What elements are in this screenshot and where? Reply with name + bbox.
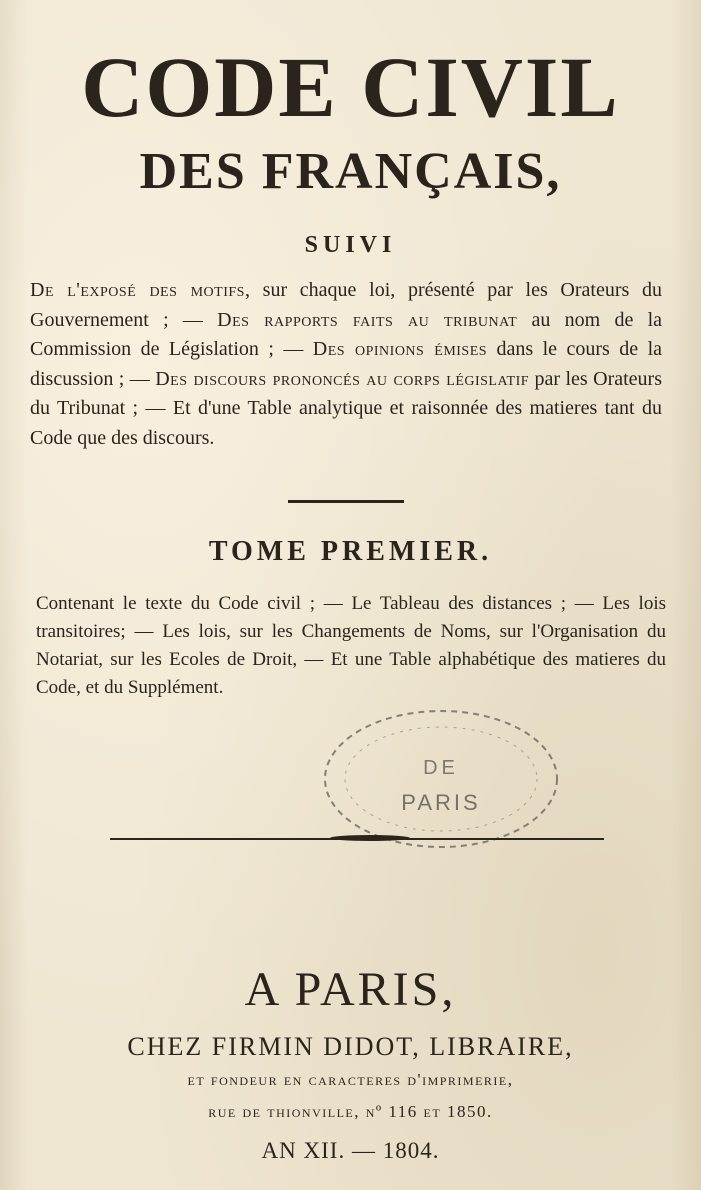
volume-title: TOME PREMIER. — [208, 536, 493, 567]
imprint-trade: et fondeur en caracteres d'imprimerie, — [187, 1070, 514, 1089]
ornamental-rule — [110, 838, 604, 840]
divider-rule — [288, 500, 404, 503]
stamp-text-paris: PARIS — [401, 790, 481, 815]
stamp-outer-ring — [325, 711, 557, 847]
title-line-2: DES FRANÇAIS, — [139, 143, 562, 200]
desc-part-4: au nom de la Commission de Législation ; — — [30, 308, 663, 360]
description-paragraph — [30, 276, 662, 453]
imprint-publisher: CHEZ FIRMIN DIDOT, LIBRAIRE, — [127, 1032, 574, 1061]
imprint-city: A PARIS, — [244, 963, 457, 1016]
subtitle-suivi: SUIVI — [304, 232, 397, 258]
desc-part-1: De l'exposé des motifs — [30, 279, 245, 301]
imprint-date: AN XII. — 1804. — [261, 1138, 440, 1163]
desc-part-2: , sur chaque loi, présenté par les Orateurs du Gouvernement ; — — [30, 279, 662, 331]
desc-part-3: Des rapports faits au tribunat — [217, 308, 518, 331]
desc-part-5: Des opinions émises — [312, 338, 488, 360]
desc-part-8: par les Orateurs du Tribunat ; — Et d'une Table analytique et raisonnée des matieres tant du Code que des discours. — [30, 367, 662, 449]
stamp-inner-ring — [345, 727, 537, 831]
desc-part-7: Des discours prononcés au corps législatif — [155, 367, 530, 390]
contents-paragraph: Contenant le texte du Code civil ; — Le Tableau des distances ; — Les lois transitoires; — Les lois, sur les Changements de Noms, sur l'Organisation du Notariat, sur les Ecoles de Droit, — Et une Table alphabétique des matieres du Code, et du Supplément. — [36, 593, 666, 698]
stamp-text-de: DE — [423, 757, 459, 779]
imprint-address: rue de thionville, nº 116 et 1850. — [208, 1102, 493, 1121]
library-stamp — [318, 704, 564, 854]
title-line-1: CODE CIVIL — [81, 39, 620, 135]
desc-part-6: dans le cours de la discussion ; — — [30, 338, 663, 390]
